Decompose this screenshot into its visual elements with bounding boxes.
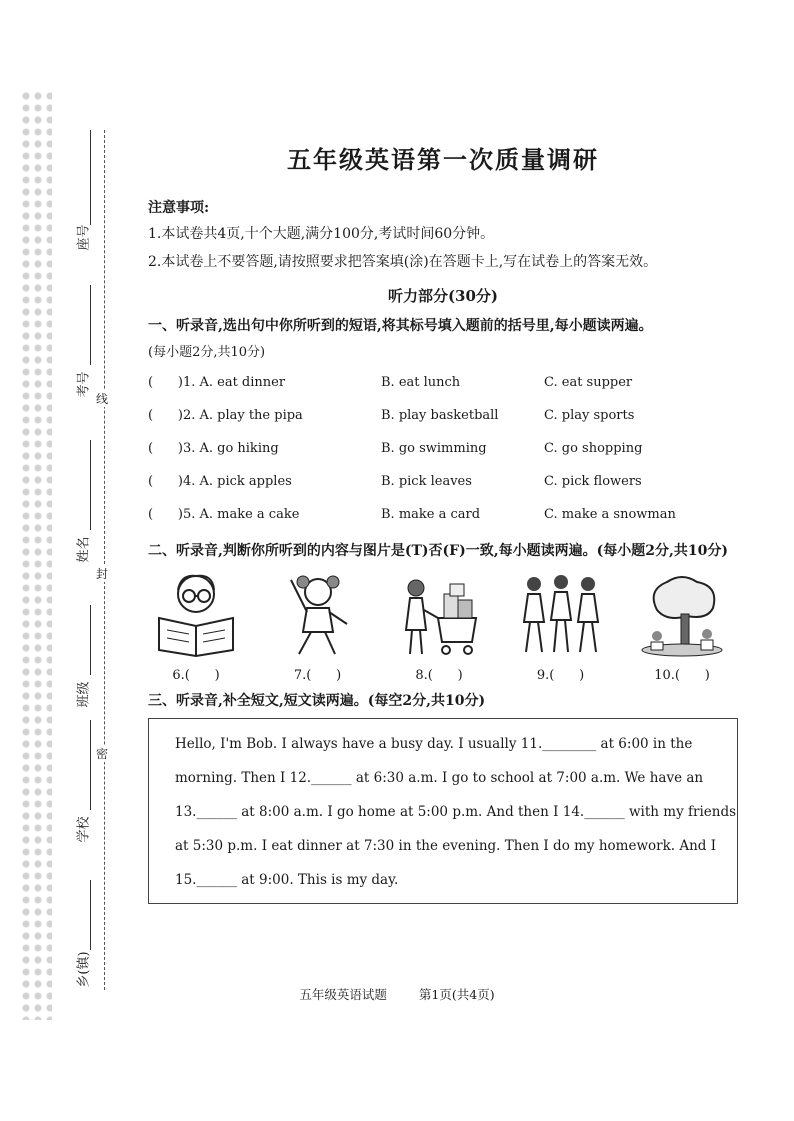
girl-exercising-illustration bbox=[273, 570, 363, 658]
binding-label-exam-number: 考号 bbox=[76, 371, 92, 398]
fill-line bbox=[90, 720, 91, 810]
picture-item bbox=[391, 570, 487, 683]
fill-line bbox=[90, 440, 91, 530]
section1-heading: 一、听录音,选出句中你所听到的短语,将其标号填入题前的括号里,每小题读两遍。 bbox=[148, 318, 653, 334]
mc-question: ( )3. A. go hiking bbox=[148, 441, 279, 456]
mc-item bbox=[148, 399, 738, 432]
mc-question: ( )1. A. eat dinner bbox=[148, 375, 286, 390]
picture-answer-label: 9.( ) bbox=[536, 668, 585, 683]
fill-line bbox=[90, 285, 91, 365]
passage-box bbox=[148, 718, 738, 904]
notes-heading: 注意事项: bbox=[148, 200, 210, 216]
picture-item bbox=[634, 570, 730, 683]
mc-option-c: C. make a snowman bbox=[544, 507, 676, 522]
picture-item bbox=[270, 570, 366, 683]
mc-list bbox=[148, 366, 738, 531]
seal-word: 封 bbox=[96, 567, 109, 581]
mc-option-b: B. make a card bbox=[381, 507, 481, 522]
woman-shopping-cart-illustration bbox=[394, 570, 484, 658]
decorative-border bbox=[20, 90, 52, 1020]
page-footer bbox=[0, 985, 794, 1003]
mc-option-c: C. go shopping bbox=[544, 441, 643, 456]
passage-text: Hello, I'm Bob. I always have a busy day. I usually 11.________ at 6:00 in the morning. Then I 12.______ at 6:30 a.m. I go to school at 7:00 a.m. We have an 13.______ at 8:00 a.m. I go home at 5:00 p.m. And then I 14.______ with my friends at 5:30 p.m. I eat dinner at 7:30 in the evening. Then I do my homework. And I 15.______ at 9:00. This is my day. bbox=[175, 736, 737, 888]
mc-option-b: B. pick leaves bbox=[381, 474, 472, 489]
listening-header: 听力部分(30分) bbox=[387, 287, 499, 305]
picnic-under-tree-illustration bbox=[637, 570, 727, 658]
picture-item bbox=[513, 570, 609, 683]
binding-label-class: 班级 bbox=[76, 681, 92, 708]
picture-answer-label: 10.( ) bbox=[654, 668, 710, 683]
mc-option-c: C. play sports bbox=[544, 408, 635, 423]
mc-option-c: C. pick flowers bbox=[544, 474, 642, 489]
seal-word: 密 bbox=[96, 747, 109, 761]
seal-word: 线 bbox=[96, 392, 109, 406]
mc-option-b: B. play basketball bbox=[381, 408, 499, 423]
exam-content bbox=[148, 140, 738, 904]
boy-reading-book-illustration bbox=[151, 570, 241, 658]
section1-subheading: (每小题2分,共10分) bbox=[148, 345, 266, 360]
note-item: 2.本试卷上不要答题,请按照要求把答案填(涂)在答题卡上,写在试卷上的答案无效。 bbox=[148, 254, 658, 270]
girls-dancing-illustration bbox=[516, 570, 606, 658]
note-item: 1.本试卷共4页,十个大题,满分100分,考试时间60分钟。 bbox=[148, 226, 495, 242]
mc-item bbox=[148, 432, 738, 465]
picture-item bbox=[148, 570, 244, 683]
mc-question: ( )5. A. make a cake bbox=[148, 507, 300, 522]
section3-heading: 三、听录音,补全短文,短文读两遍。(每空2分,共10分) bbox=[148, 693, 486, 709]
footer-page-number: 第1页(共4页) bbox=[418, 987, 495, 1002]
picture-row bbox=[148, 570, 738, 683]
footer-subject: 五年级英语试题 bbox=[299, 987, 387, 1002]
fill-line bbox=[90, 605, 91, 675]
mc-question: ( )2. A. play the pipa bbox=[148, 408, 303, 423]
mc-option-b: B. go swimming bbox=[381, 441, 487, 456]
binding-label-town: 乡(镇) bbox=[76, 951, 92, 988]
mc-option-c: C. eat supper bbox=[544, 375, 633, 390]
fill-line bbox=[90, 130, 91, 225]
mc-item bbox=[148, 366, 738, 399]
mc-item bbox=[148, 465, 738, 498]
picture-answer-label: 6.( ) bbox=[172, 668, 220, 683]
picture-answer-label: 7.( ) bbox=[293, 668, 342, 683]
binding-label-seat: 座号 bbox=[76, 224, 92, 251]
binding-label-name: 姓名 bbox=[76, 536, 92, 563]
section2-heading: 二、听录音,判断你所听到的内容与图片是(T)否(F)一致,每小题读两遍。(每小题2分,共10分) bbox=[148, 543, 728, 559]
mc-item bbox=[148, 498, 738, 531]
seal-dashed-line bbox=[104, 130, 105, 990]
mc-question: ( )4. A. pick apples bbox=[148, 474, 292, 489]
fill-line bbox=[90, 880, 91, 950]
picture-answer-label: 8.( ) bbox=[415, 668, 463, 683]
mc-option-b: B. eat lunch bbox=[381, 375, 461, 390]
page-title: 五年级英语第一次质量调研 bbox=[287, 145, 599, 174]
binding-label-school: 学校 bbox=[76, 816, 92, 843]
